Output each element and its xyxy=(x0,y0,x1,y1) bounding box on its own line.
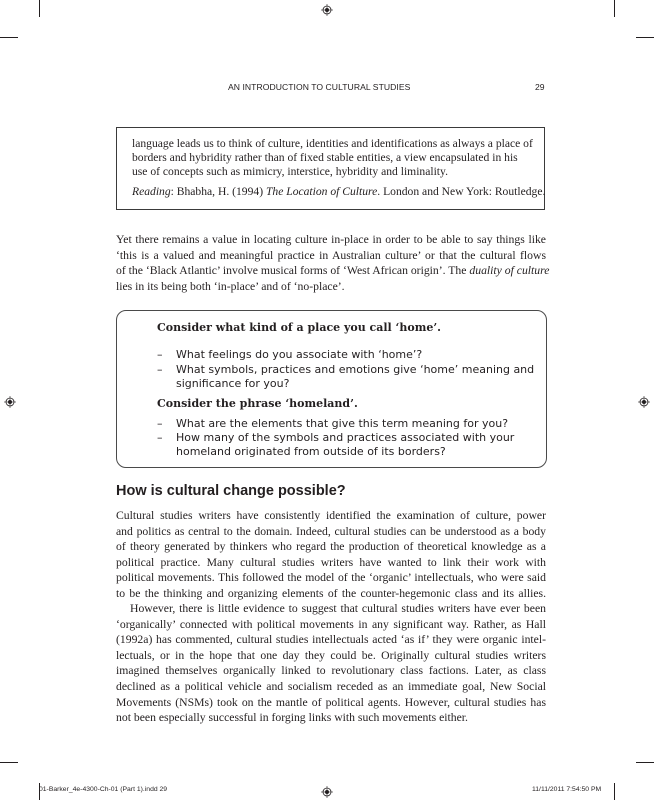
registration-mark-icon xyxy=(4,396,16,408)
crop-mark xyxy=(39,0,40,17)
crop-mark xyxy=(614,783,615,800)
reading-author: : Bhabha, H. (1994) xyxy=(170,185,266,198)
activity-prompt: Consider the phrase ‘homeland’. xyxy=(157,397,358,410)
paragraph-line: Yet there remains a value in locating culture in-place in order to be able to say things like xyxy=(116,233,546,246)
paragraph-line: imagined themselves organically linked to revolutionary class factions. Later, as class xyxy=(116,664,546,678)
footer-timestamp: 11/11/2011 7:54:50 PM xyxy=(532,786,602,793)
paragraph-line xyxy=(116,263,550,279)
paragraph-line: Movements (NSMs) took on the mantle of political agents. However, cultural studies has xyxy=(116,695,546,709)
paragraph-line: ‘organically’ connected with political movements in any significant way. Rather, as Hall xyxy=(116,617,546,631)
crop-mark xyxy=(636,37,654,38)
dash-bullet: – xyxy=(157,363,163,376)
body-paragraph xyxy=(116,508,546,602)
reading-reference xyxy=(132,185,545,198)
paragraph-line: (1992a) has commented, cultural studies intellectuals acted ‘as if’ they were organic intel- xyxy=(116,633,546,647)
paragraph-line: However, there is little evidence to suggest that cultural studies writers have ever been xyxy=(130,602,546,615)
registration-mark-icon xyxy=(321,4,333,16)
reading-label: Reading xyxy=(132,185,171,198)
paragraph-line: lies in its being both ‘in-place’ and of ‘no-place’. xyxy=(116,279,345,293)
body-paragraph xyxy=(116,601,546,726)
activity-question: What are the elements that give this term meaning for you? xyxy=(176,417,509,430)
crop-mark xyxy=(636,762,654,763)
paragraph-line: ‘this is a valued and meaningful practice in Australian culture’ or that the cultural flows xyxy=(116,248,546,262)
excerpt-line: use of concepts such as mimicry, interstice, hybridity and liminality. xyxy=(132,165,448,178)
crop-mark xyxy=(614,0,615,17)
paragraph-line: to be the thinking and organizing elements of the counter-hegemonic class and its allies. xyxy=(116,586,546,600)
excerpt-line: borders and hybridity rather than of fixed stable entities, a view encapsulated in his xyxy=(132,151,518,164)
paragraph-line: lectuals, or in the hope that one day they could be. Originally cultural studies writers xyxy=(116,648,546,662)
excerpt-box xyxy=(116,127,545,210)
intro-paragraph xyxy=(116,232,550,294)
activity-box xyxy=(116,310,547,468)
emphasis-text: duality of culture xyxy=(469,264,550,278)
activity-prompt: Consider what kind of a place you call ‘home’. xyxy=(157,321,442,334)
crop-mark xyxy=(0,762,18,763)
page-number: 29 xyxy=(535,82,545,92)
excerpt-line: language leads us to think of culture, identities and identifications as always a place of xyxy=(132,137,533,150)
dash-bullet: – xyxy=(157,348,163,361)
section-heading: How is cultural change possible? xyxy=(116,483,346,499)
paragraph-text: of the ‘Black Atlantic’ involve musical forms of ‘West African origin’. The xyxy=(116,264,470,278)
running-title: AN INTRODUCTION TO CULTURAL STUDIES xyxy=(228,82,411,92)
reading-title: The Location of Culture xyxy=(265,185,378,198)
activity-question-cont: homeland originated from outside of its borders? xyxy=(176,445,446,458)
activity-question-cont: significance for you? xyxy=(176,377,290,390)
paragraph-line: political practice. Many cultural studies writers have wanted to link their work with xyxy=(116,555,546,569)
registration-mark-icon xyxy=(638,396,650,408)
running-header xyxy=(0,82,654,96)
reading-publisher: . London and New York: Routledge. xyxy=(377,185,546,198)
paragraph-line: of theory generated by thinkers who regard the production of theoretical knowledge as a xyxy=(116,540,546,554)
paragraph-line: not been especially successful in forging links with such movements either. xyxy=(116,711,468,725)
dash-bullet: – xyxy=(157,431,163,444)
crop-mark xyxy=(0,37,18,38)
paragraph-line: declined as a political vehicle and socialism receded as an immediate goal, New Social xyxy=(116,679,546,693)
activity-question: What symbols, practices and emotions give ‘home’ meaning and xyxy=(176,363,535,376)
paragraph-line: and politics as central to the domain. Indeed, cultural studies can be understood as a body xyxy=(116,524,546,538)
paragraph-line: Cultural studies writers have consistently identified the examination of culture, power xyxy=(116,509,546,522)
activity-question: What feelings do you associate with ‘home’? xyxy=(176,348,423,361)
paragraph-line: political movements. This followed the model of the ‘organic’ intellectuals, who were said xyxy=(116,571,546,585)
footer-file-name: 01-Barker_4e-4300-Ch-01 (Part 1).indd 29 xyxy=(39,786,168,793)
activity-question: How many of the symbols and practices associated with your xyxy=(176,431,515,444)
registration-mark-icon xyxy=(321,786,333,798)
dash-bullet: – xyxy=(157,417,163,430)
